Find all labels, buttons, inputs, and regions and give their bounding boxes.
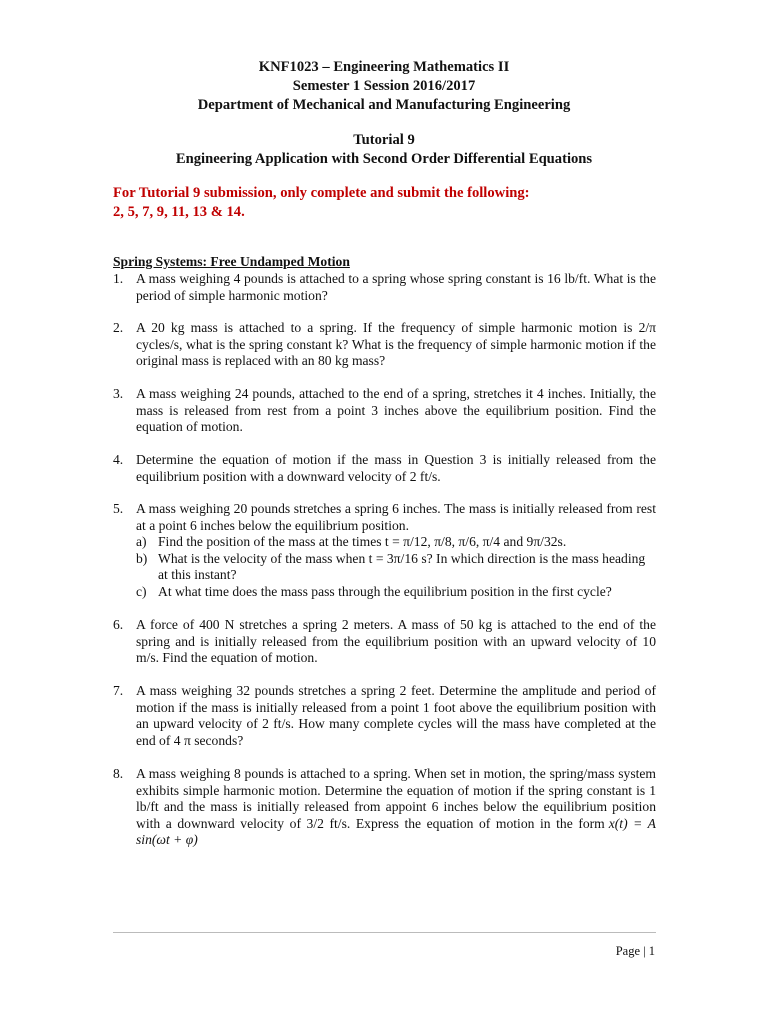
semester-line: Semester 1 Session 2016/2017	[292, 78, 476, 94]
question-text	[136, 766, 656, 849]
page-number: Page | 1	[615, 944, 655, 958]
question-text: A 20 kg mass is attached to a spring. If the frequency of simple harmonic motion is 2/π cycles/s, what is the spring constant k? What is the frequency of simple harmonic motion if the original mass is replaced with an 80 kg mass?	[136, 320, 656, 369]
question-1	[113, 271, 656, 304]
department-line: Department of Mechanical and Manufacturing Engineering	[197, 97, 571, 113]
question-8	[113, 766, 656, 849]
notice-line-2: 2, 5, 7, 9, 11, 13 & 14.	[113, 204, 245, 220]
question-number: 3.	[113, 386, 124, 401]
document-header	[0, 58, 768, 115]
question-text: A force of 400 N stretches a spring 2 meters. A mass of 50 kg is attached to the end of the spring and is initially released from the equilibrium position with an upward velocity of 10 m/s. Find the equation of motion.	[136, 617, 656, 666]
question-number: 8.	[113, 766, 124, 781]
question-text: A mass weighing 4 pounds is attached to a spring whose spring constant is 16 lb/ft. What is the period of simple harmonic motion?	[136, 271, 656, 303]
question-3	[113, 386, 656, 436]
question-text: A mass weighing 32 pounds stretches a spring 2 feet. Determine the amplitude and period of motion if the mass is initially released from a point 1 foot above the equilibrium position with an upward velocity of 2 ft/s. How many complete cycles will the mass have completed at the end of 4 π seconds?	[136, 683, 656, 748]
sub-question-label: c)	[136, 583, 147, 599]
question-number: 6.	[113, 617, 124, 632]
sub-question-text: At what time does the mass pass through the equilibrium position in the first cycle?	[158, 583, 612, 599]
sub-question-text: What is the velocity of the mass when t = 3π/16 s? In which direction is the mass heading at this instant?	[158, 550, 646, 583]
submission-notice	[113, 184, 658, 222]
tutorial-subtitle: Engineering Application with Second Order Differential Equations	[175, 151, 593, 167]
question-number: 5.	[113, 501, 124, 516]
question-4	[113, 452, 656, 485]
tutorial-title: Tutorial 9	[353, 132, 415, 148]
tutorial-heading	[0, 131, 768, 169]
question-text: A mass weighing 24 pounds, attached to the end of a spring, stretches it 4 inches. Initially, the mass is released from rest from a point 3 inches above the equilibrium position. Find the equation of motion.	[136, 386, 656, 435]
question-7	[113, 683, 656, 749]
footer-divider	[113, 932, 656, 933]
sub-question-label: b)	[136, 550, 148, 566]
section-title: Spring Systems: Free Undamped Motion	[113, 254, 350, 269]
question-number: 4.	[113, 452, 124, 467]
sub-question-b	[136, 551, 656, 584]
question-text: Determine the equation of motion if the mass in Question 3 is initially released from the equilibrium position with a downward velocity of 2 ft/s.	[136, 452, 656, 484]
question-number: 2.	[113, 320, 124, 335]
equation-formula: x(t) = A sin(ωt + φ)	[136, 815, 656, 848]
sub-question-c	[136, 584, 656, 601]
question-number: 1.	[113, 271, 124, 286]
course-title: KNF1023 – Engineering Mathematics II	[258, 59, 510, 75]
question-number: 7.	[113, 683, 124, 698]
notice-line-1: For Tutorial 9 submission, only complete and submit the following:	[113, 185, 530, 201]
question-text: A mass weighing 20 pounds stretches a spring 6 inches. The mass is initially released from rest at a point 6 inches below the equilibrium position.	[136, 501, 656, 533]
question-body: A mass weighing 8 pounds is attached to a spring. When set in motion, the spring/mass system exhibits simple harmonic motion. Determine the equation of motion if the spring constant is 1 lb/ft and the mass is initially released from appoint 6 inches below the equilibrium position with a downward velocity of 3/2 ft/s. Express the equation of motion in the form	[136, 766, 656, 831]
question-5	[113, 501, 656, 601]
question-2	[113, 320, 656, 370]
sub-question-text: Find the position of the mass at the times t = π/12, π/8, π/6, π/4 and 9π/32s.	[158, 534, 567, 550]
sub-question-a	[136, 534, 656, 551]
question-6	[113, 617, 656, 667]
sub-question-label: a)	[136, 534, 147, 550]
